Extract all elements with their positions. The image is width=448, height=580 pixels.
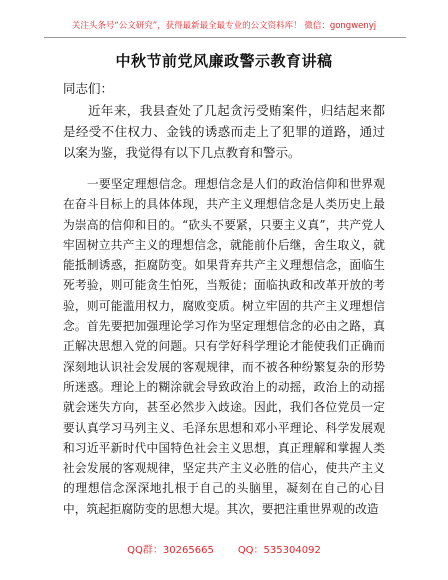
footer-qq: QQ：535304092 [237,545,321,556]
paragraph-intro: 近年来，我县查处了几起贪污受贿案件，归结起来都是经受不住权力、金钱的诱惑而走上了犯罪的道路，通过以案为鉴，我觉得有以下几点教育和警示。 [63,103,385,160]
footer-contact [0,541,448,556]
document-title: 中秋节前党风廉政警示教育讲稿 [115,52,333,70]
footer-qq-group: QQ群：30265665 [127,545,214,556]
paragraph-ideals: 一要坚定理想信念。理想信念是人们的政治信仰和世界观在奋斗目标上的具体体现，共产主义理想信念是人类历史上最为崇高的信仰和目的。“砍头不要紧，只要主义真”，共产党人牢固树立共产主义的理想信念，就能前仆后继，舍生取义，就能抵制诱惑，拒腐防变。如果背弃共产主义理想信念，面临生死考验，则可能贪生怕死，当叛徒；面临执政和改革开放的考验，则可能滥用权力，腐败变质。树立牢固的共产主义理想信念。首先要把加强理论学习作为坚定理想信念的必由之路，真正解决思想入党的问题。只有学好科学理论才能使我们正确而深刻地认识社会发展的客观规律，而不被各种纷繁复杂的形势所迷惑。理论上的糊涂就会导致政治上的动摇，政治上的动摇就会迷失方向，甚至必然步入歧途。因此，我们各位党员一定要认真学习马列主义、毛泽东思想和邓小平理论、科学发展观和习近平新时代中国特色社会主义思想，真正理解和掌握人类社会发展的客观规律，坚定共产主义必胜的信心，使共产主义的理想信念深深地扎根于自己的头脑里，凝刻在自己的心目中，筑起拒腐防变的思想大堤。其次，要把注重世界观的改造 [63,177,385,516]
header-banner: 关注头条号“公文研究”，获得最新最全最专业的公文资料库！ 微信：gongwenyj [71,21,377,31]
header-divider [44,37,406,38]
greeting: 同志们： [63,81,114,96]
